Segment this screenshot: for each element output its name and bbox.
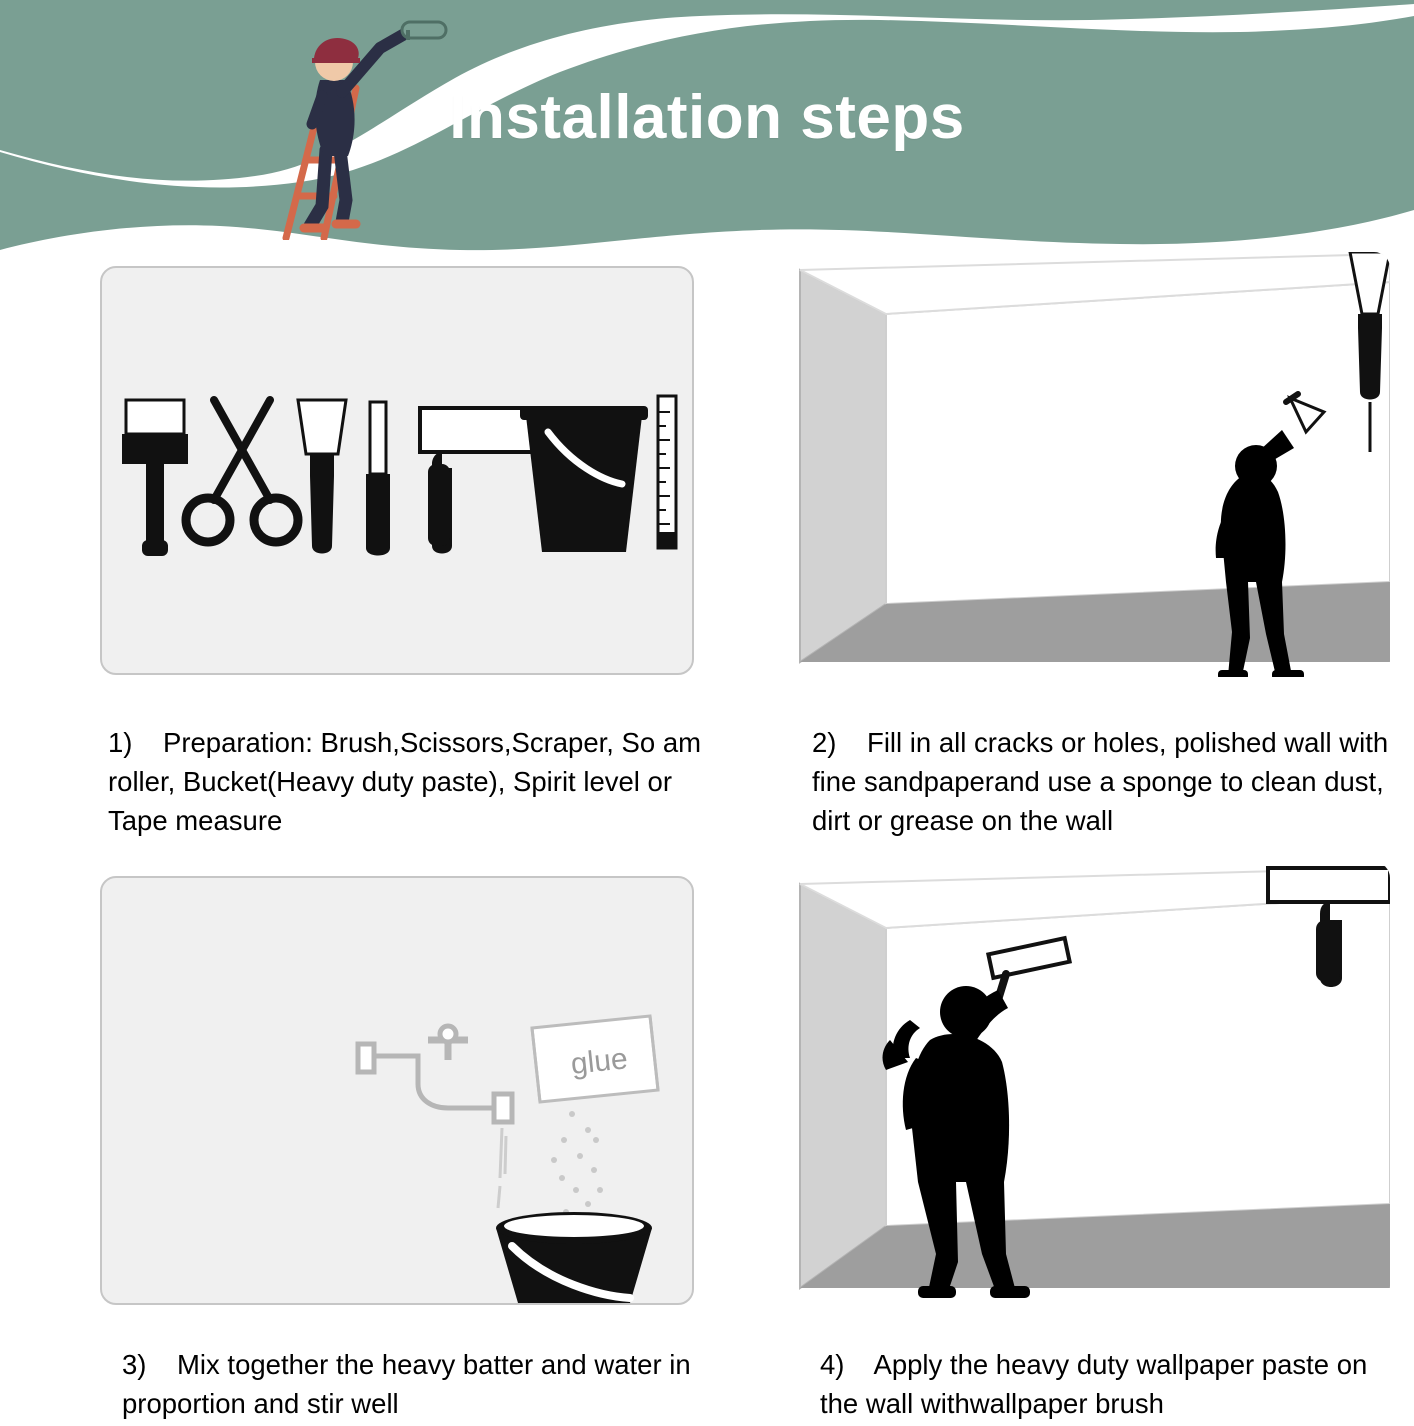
mixing-paste-illustration [102,878,692,1303]
step-2-number: 2) [812,727,837,758]
scraper-icon [298,400,346,554]
powder-dots [551,1111,603,1215]
scissors-icon [186,400,298,542]
left-wall [800,270,886,662]
bucket-icon [520,406,648,552]
left-wall [800,884,886,1288]
step-4-text: Apply the heavy duty wallpaper paste on the wall withwallpaper brush [820,1349,1368,1420]
tools-lineup-illustration [102,268,692,673]
spirit-level-icon [658,396,676,548]
step-4-caption [820,1345,1400,1423]
page-title: Installation steps [449,83,965,152]
brush-icon [122,400,188,556]
step-3-image [100,876,694,1305]
step-2-image [790,252,1390,677]
step-2-text: Fill in all cracks or holes, polished wall with fine sandpaperand use a sponge to clean dust, dirt or grease on the wall [812,727,1389,837]
glue-packet-icon [532,1016,658,1102]
person-rolling-paste-illustration [790,862,1390,1302]
knife-icon [366,402,390,556]
step-3-caption [122,1345,702,1423]
person-filling-cracks-illustration [790,252,1390,677]
back-wall [886,282,1390,604]
header-banner [0,0,1414,262]
step-2-caption [812,723,1402,840]
step-4-number: 4) [820,1349,845,1380]
step-1-image [100,266,694,675]
water-drops-icon [498,1128,506,1208]
step-3-text: Mix together the heavy batter and water in proportion and stir well [122,1349,691,1420]
step-1-number: 1) [108,727,133,758]
bucket-icon [496,1212,652,1303]
step-4-image [790,862,1390,1302]
step-1-caption [108,723,708,840]
glue-packet-label: glue [569,1042,630,1081]
step-1-text: Preparation: Brush,Scissors,Scraper, So am roller, Bucket(Heavy duty paste), Spirit level or Tape measure [108,727,702,837]
step-3-number: 3) [122,1349,147,1380]
faucet-icon [358,1026,512,1122]
